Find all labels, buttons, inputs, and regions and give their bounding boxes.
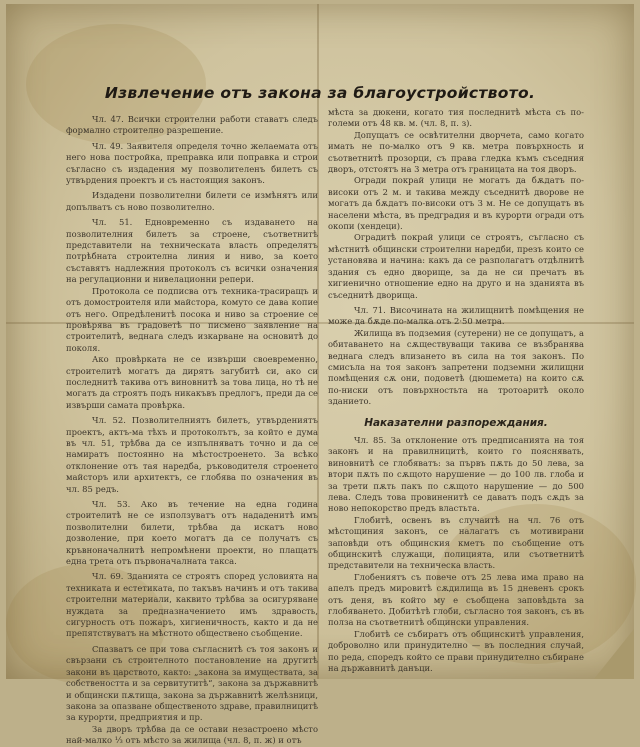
paragraph: Чл. 52. Позволителниятъ билетъ, утвърдениятъ проектъ, актъ-ма тѣхъ и протоколътъ, за който е дума въ чл. 51, трѣбва да се изпълняватъ точно и да се намиратъ постоянно на мѣстостроенето. За всѣко отклонение отъ тая наредба, ръководителя строенето майсторъ или архитектъ, се глобява по означения въ чл. 85 редъ. bbox=[66, 415, 318, 494]
paragraph: Допущатъ се освѣтителни дворчета, само когато имать не по-малко отъ 9 кв. метра повърхность и съответнитѣ прозорци, съ права гледка къмъ съседния дворъ, отстоятъ на 3 метра отъ границата на тоя дворъ. bbox=[328, 129, 584, 175]
paragraph: Глобитѣ се събиратъ отъ общинскитѣ управления, доброволно или принудително — въ последния случай, по реда, споредъ който се прави принудително събиране на държавнитѣ данъци. bbox=[328, 628, 584, 674]
paragraph: Жилища въ подземия (сутерени) не се допущатъ, а обитаването на сѫществуващи такива се възбранява веднага следъ влизането въ сила на тоя законъ. По смисъла на тоя законъ запретени подземни жилищни помѣщения сѫ они, подоветѣ (дюшемета) на които сѫ по-ниски отъ повърхностьта на тротоаритѣ около зданието. bbox=[328, 327, 584, 407]
paragraph: Оградитѣ покрай улици се строятъ, съгласно съ мѣстнитѣ общински строителни наредби, презъ които се установява и начина: какъ да се разполагатъ отдѣлнитѣ здания съ едно дворище, за да не си пречатъ въ хигиенично отношение едно на друго и на зданията въ съседнитѣ дворища. bbox=[328, 232, 584, 300]
paragraph: Спазватъ се при това съгласнитѣ съ тоя законъ и свързани съ строителното постановление на другитѣ закони въ царството, както: „закона за имуществата, за собствеността и за сервитутитѣ“, закона за държавнитѣ и общински пѫтища, закона за държавнитѣ желѣзници, закона за опазване общественото здраве, правилницитѣ за курорти, предприятия и пр. bbox=[66, 643, 318, 723]
paragraph: Издадени позволителни билети се измѣнятъ или допълватъ съ ново позволително. bbox=[66, 190, 318, 212]
paragraph: Чл. 69. Зданията се строятъ според условията на техниката и естетиката, по такъвъ начинъ и отъ такива строителни материали, каквито трѣбва за осигуряване нуждата за предназначението имъ здравость, сигурность отъ пожаръ, хигиеничность, както и да не препятствуватъ на мѣстното обществено съобщение. bbox=[66, 571, 318, 639]
left-column bbox=[66, 114, 318, 747]
paragraph: Чл. 53. Ако въ течение на една година строителитѣ не се използуватъ отъ нададенитѣ имъ позволителни билети, трѣбва да искатъ ново дозволение, при което могатъ да се получатъ съ кръвноначалнитѣ непромѣнени проекти, но плащатъ една трета отъ първоначалната такса. bbox=[66, 499, 318, 567]
paragraph: Чл. 49. Заявителя определя точно желаемата отъ него нова постройка, преправка или поправка и строи съгласно съ издадения му позволителенъ билетъ съ утвърдения проектъ и съ настоящия законъ. bbox=[66, 140, 318, 186]
document-title: Извлечение отъ закона за благоустройството. bbox=[104, 84, 536, 102]
document-sheet bbox=[6, 4, 634, 746]
paragraph: Чл. 71. Височината на жилищнитѣ помѣщения не може да бѫде по-малка отъ 2·50 метра. bbox=[328, 304, 584, 327]
paragraph: Глобениятъ съ повече отъ 25 лева има право на апелъ предъ мировитѣ сѫдилища въ 15 дневенъ срокъ отъ деня, въ който му е съобщена заповѣдьта за глобяването. Добитѣтѣ глоби, съгласно тоя законъ, съ въ полза на съответнитѣ общински управления. bbox=[328, 571, 584, 628]
paragraph: мѣста за дюкени, когато тия последнитѣ мѣста съ по-големи отъ 48 кв. м. (чл. 8, п. з). bbox=[328, 107, 584, 129]
section-heading: Наказателни разпореждания. bbox=[364, 416, 548, 429]
paragraph: Чл. 51. Едновременно съ издаването на позволителния билетъ за строене, съответнитѣ представители на техническата власть определятъ потрѣбната строителна линия и ниво, за което съставятъ надлежния протоколъ съ всички означения на регулационни и нивелационни репери. bbox=[66, 217, 318, 285]
paragraph: Чл. 85. За отклонение отъ предписанията на тоя законъ и на правилницитѣ, които го пояснявать, виновнитѣ се глобяватъ: за първъ пѫть до 50 лева, за втори пѫть по сѫщото нарушение — до 100 лв. глоба и за трети пѫть пакъ по сѫщото нарушение — до 500 лева. Следъ това провиненитѣ се даватъ подъ сѫдъ за ново непокорство предъ властьта. bbox=[328, 434, 584, 514]
right-column bbox=[328, 107, 584, 675]
paragraph: За дворъ трѣбва да се остави незастроено мѣсто най-малко ¹⁄₃ отъ мѣсто за жилища (чл. 8, п. ж) и отъ bbox=[66, 723, 318, 746]
paragraph: Глобитѣ, освенъ въ случаитѣ на чл. 76 отъ мѣстощиния законъ, се налагатъ съ мотивирани заповѣди отъ общинския кметъ по съобщение отъ общинскитѣ служащи, полицията, или съответнитѣ представители на техническа власть. bbox=[328, 514, 584, 571]
paragraph: Протокола се подписва отъ техника-трасиращъ и отъ домостроителя или майстора, комуто се дава копие отъ него. Опредѣленитѣ посока и ниво за строение се провѣрява въ градоветѣ по писмено заявление на строителитѣ, веднага следъ изкарване на основитѣ до поколя. bbox=[66, 285, 318, 353]
paragraph: Огради покрай улици не могатъ да бѫдатъ по-високи отъ 2 м. и такива между съседнитѣ дворове не могатъ да бѫдатъ по-високи отъ 3 м. Не се допущатъ въ населени мѣста, въ предградия и въ курорти огради отъ окопи (хендеци). bbox=[328, 175, 584, 232]
paragraph: Ако провѣрката не се извърши своевременно, строителитѣ могатъ да дирятъ загубитѣ си, ако си последнитѣ такива отъ виновнитѣ за това лица, но тѣ не могатъ да строятъ подъ никакъвъ предлогъ, преди да се извърши самата провѣрка. bbox=[66, 354, 318, 410]
paragraph: Чл. 47. Всички строителни работи ставатъ следъ формално строително разрешение. bbox=[66, 114, 318, 136]
